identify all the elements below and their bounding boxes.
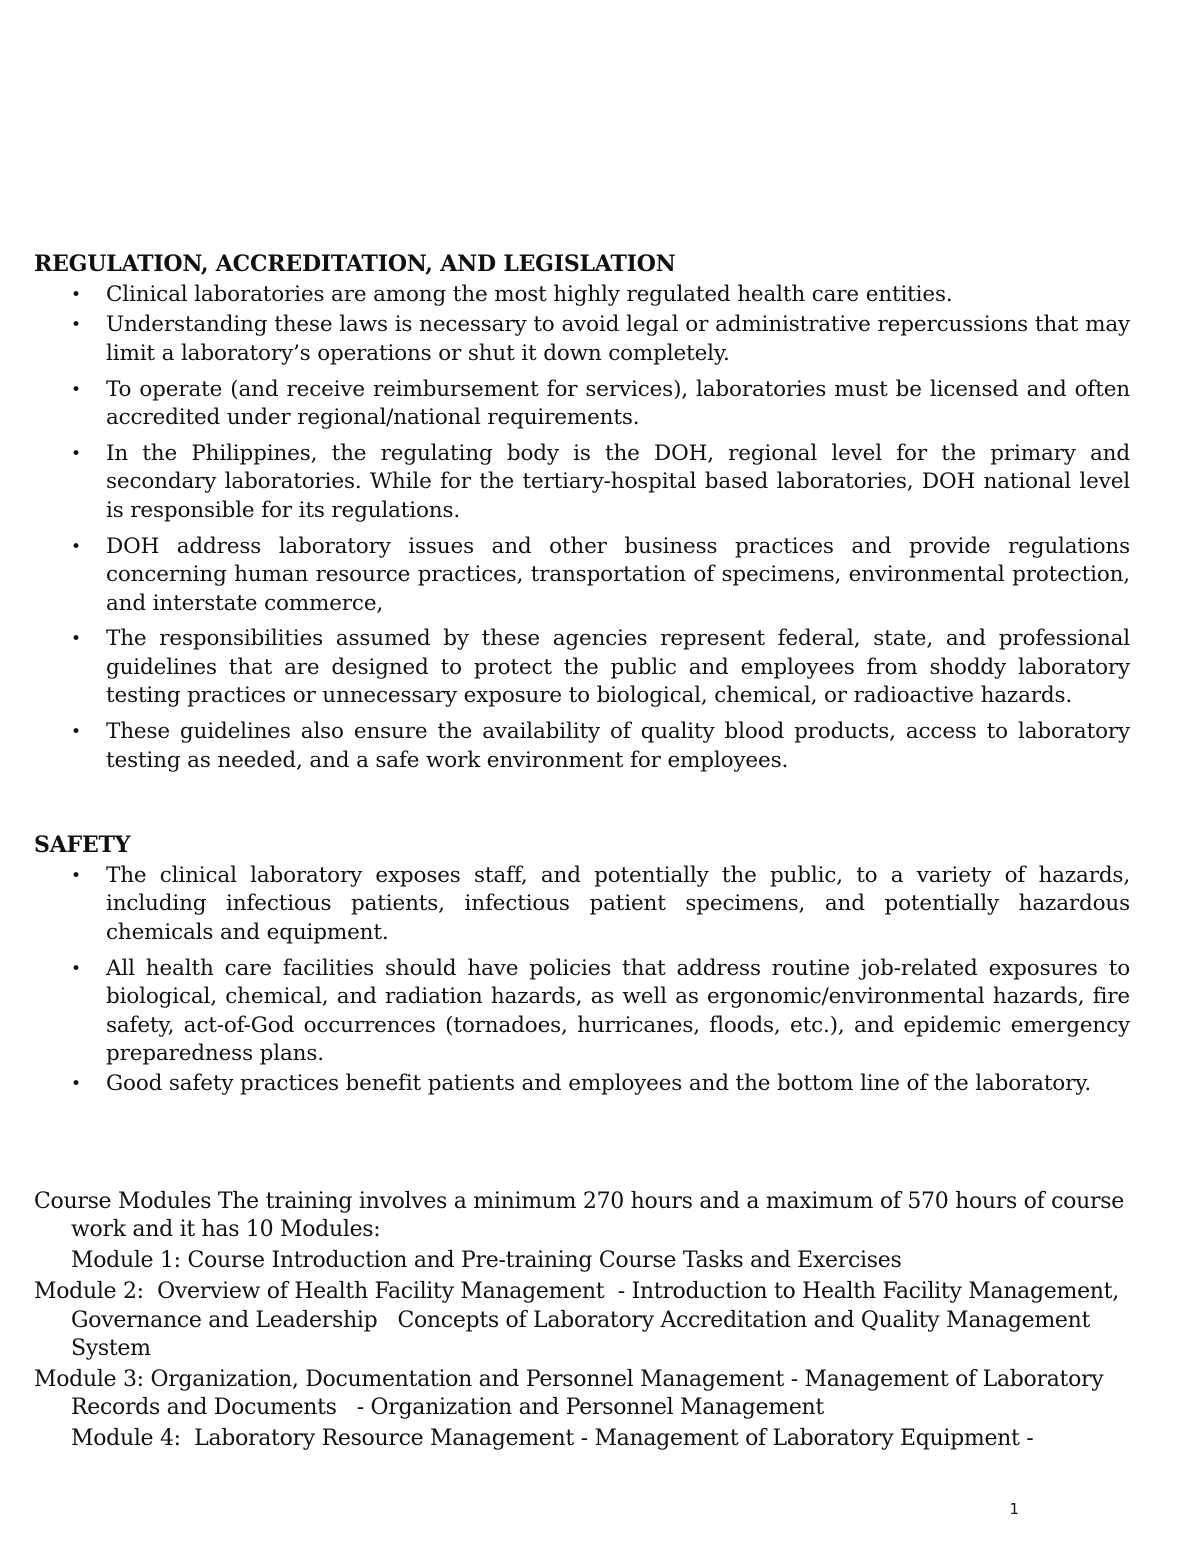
list-item — [34, 718, 1130, 775]
list-item — [34, 533, 1130, 618]
bullet-text: DOH address laboratory issues and other business practices and provide regulations concerning human resource practices, transportation of specimens, environmental protection, and interstate commerce, — [106, 533, 1130, 616]
regulation-heading: REGULATION, ACCREDITATION, AND LEGISLATION — [34, 251, 676, 277]
regulation-section — [34, 250, 1130, 775]
bullet-text: All health care facilities should have policies that address routine job-related exposures to biological, chemical, and radiation hazards, as well as ergonomic/environmental hazards, fire safety, act-of-God occurrences (tornadoes, hurricanes, floods, etc.), and epidemic emergency preparedness plans. — [106, 955, 1130, 1066]
bullet-text: The clinical laboratory exposes staff, and potentially the public, to a variety of hazards, including infectious patients, infectious patient specimens, and potentially hazardous chemicals and equipment. — [106, 863, 1130, 945]
bullet-icon: • — [71, 536, 81, 557]
bullet-icon: • — [71, 315, 81, 336]
bullet-icon: • — [71, 722, 81, 743]
list-item — [34, 625, 1130, 710]
regulation-bullet-list — [34, 281, 1130, 775]
bullet-icon: • — [71, 1074, 81, 1095]
bullet-icon: • — [71, 866, 81, 886]
bullet-text: The responsibilities assumed by these agencies represent federal, state, and professional guidelines that are designed to protect the public and employees from shoddy laboratory testing practices or unnecessary exposure to biological, chemical, or radioactive hazards. — [106, 626, 1130, 709]
list-item — [34, 955, 1130, 1069]
bullet-icon: • — [71, 958, 81, 979]
bullet-text: To operate (and receive reimbursement for services), laboratories must be licensed and often accredited under regional/national requirements. — [106, 376, 1130, 431]
module-2: Module 2: Overview of Health Facility Management - Introduction to Health Facility Management, Governance and Leadership Concepts of Laboratory Accreditation and Quality Management System — [34, 1279, 1126, 1362]
list-item — [34, 440, 1130, 525]
bullet-text: Clinical laboratories are among the most highly regulated health care entities. — [106, 282, 953, 307]
bullet-icon: • — [71, 444, 81, 465]
bullet-icon: • — [71, 629, 81, 650]
list-item — [34, 281, 1130, 309]
list-item — [34, 862, 1130, 947]
safety-heading: SAFETY — [34, 832, 131, 858]
modules-intro: Course Modules The training involves a minimum 270 hours and a maximum of 570 hours of course work and it has 10 Modules: — [34, 1189, 1131, 1243]
bullet-text: These guidelines also ensure the availability of quality blood products, access to laboratory testing as needed, and a safe work environment for employees. — [106, 719, 1130, 773]
list-item — [34, 376, 1130, 433]
list-item — [34, 1070, 1130, 1098]
page-number: 1 — [1009, 1500, 1019, 1518]
list-item — [34, 311, 1130, 368]
bullet-icon: • — [71, 285, 81, 305]
bullet-text: Understanding these laws is necessary to avoid legal or administrative repercussions that may limit a laboratory’s operations or shut it down completely. — [106, 312, 1130, 366]
module-3: Module 3: Organization, Documentation and Personnel Management - Management of Laboratory Records and Documents - Organization and Personnel Management — [34, 1366, 1111, 1421]
module-1: Module 1: Course Introduction and Pre-training Course Tasks and Exercises — [71, 1248, 902, 1274]
bullet-icon: • — [71, 379, 81, 400]
bullet-text: Good safety practices benefit patients and employees and the bottom line of the laboratory. — [106, 1071, 1092, 1097]
safety-bullet-list — [34, 862, 1130, 1099]
safety-section — [34, 831, 1130, 1099]
bullet-text: In the Philippines, the regulating body is the DOH, regional level for the primary and secondary laboratories. While for the tertiary-hospital based laboratories, DOH national level is responsible for its regulations. — [106, 441, 1130, 523]
module-4: Module 4: Laboratory Resource Management - Management of Laboratory Equipment - — [71, 1426, 1034, 1452]
course-modules — [34, 1188, 1144, 1454]
